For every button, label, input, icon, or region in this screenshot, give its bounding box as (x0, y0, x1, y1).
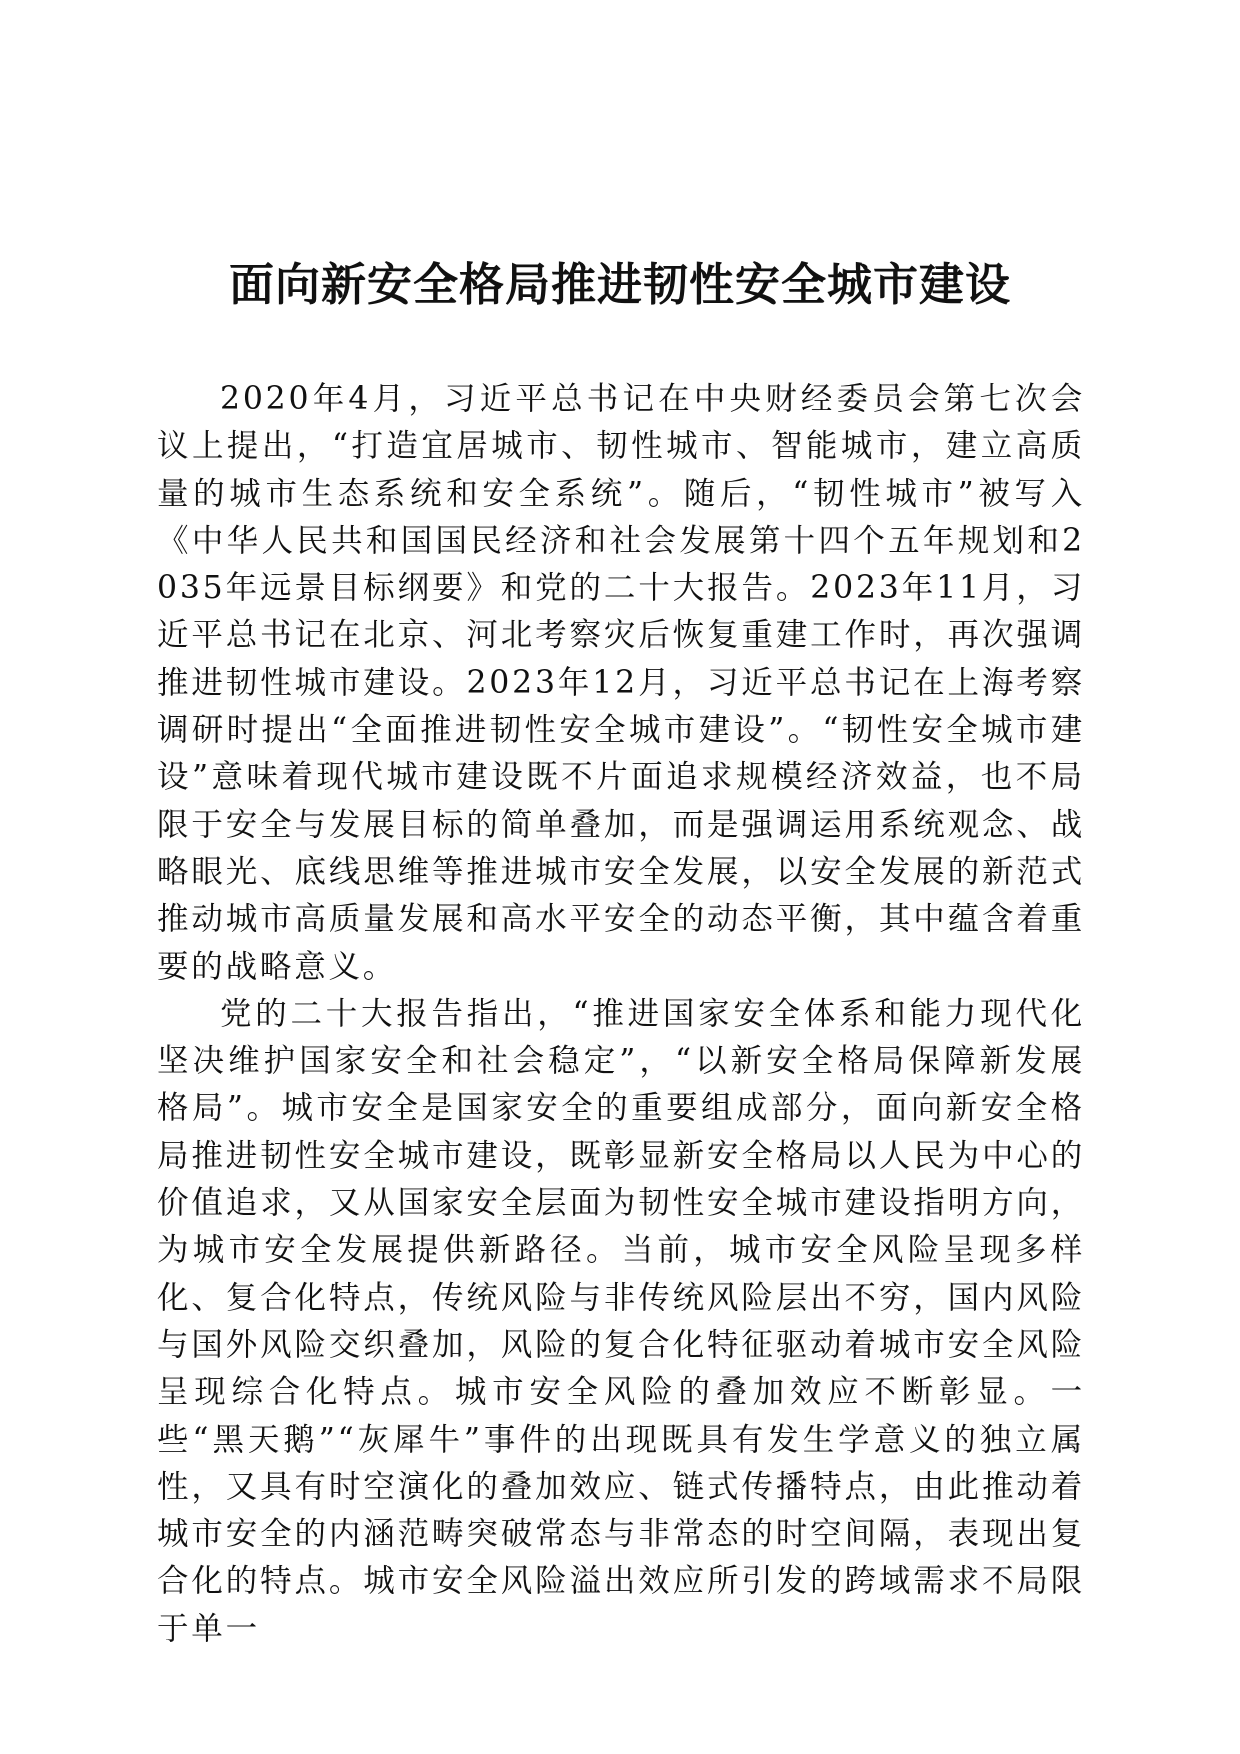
paragraph-2: 党的二十大报告指出，“推进国家安全体系和能力现代化坚决维护国家安全和社会稳定”，“以新安全格局保障新发展格局”。城市安全是国家安全的重要组成部分，面向新安全格局推进韧性安全城市建设，既彰显新安全格局以人民为中心的价值追求，又从国家安全层面为韧性安全城市建设指明方向，为城市安全发展提供新路径。当前，城市安全风险呈现多样化、复合化特点，传统风险与非传统风险层出不穷，国内风险与国外风险交织叠加，风险的复合化特征驱动着城市安全风险呈现综合化特点。城市安全风险的叠加效应不断彰显。一些“黑天鹅”“灰犀牛”事件的出现既具有发生学意义的独立属性，又具有时空演化的叠加效应、链式传播特点，由此推动着城市安全的内涵范畴突破常态与非常态的时空间隔，表现出复合化的特点。城市安全风险溢出效应所引发的跨域需求不局限于单一 (157, 995, 1085, 1647)
document-body (157, 376, 1085, 1653)
paragraph-1: 2020年4月，习近平总书记在中央财经委员会第七次会议上提出，“打造宜居城市、韧性城市、智能城市，建立高质量的城市生态系统和安全系统”。随后，“韧性城市”被写入《中华人民共和国国民经济和社会发展第十四个五年规划和2035年远景目标纲要》和党的二十大报告。2023年11月，习近平总书记在北京、河北考察灾后恢复重建工作时，再次强调推进韧性城市建设。2023年12月，习近平总书记在上海考察调研时提出“全面推进韧性安全城市建设”。“韧性安全城市建设”意味着现代城市建设既不片面追求规模经济效益，也不局限于安全与发展目标的简单叠加，而是强调运用系统观念、战略眼光、底线思维等推进城市安全发展，以安全发展的新范式推动城市高质量发展和高水平安全的动态平衡，其中蕴含着重要的战略意义。 (157, 381, 1085, 985)
document-title: 面向新安全格局推进韧性安全城市建设 (228, 258, 1011, 311)
